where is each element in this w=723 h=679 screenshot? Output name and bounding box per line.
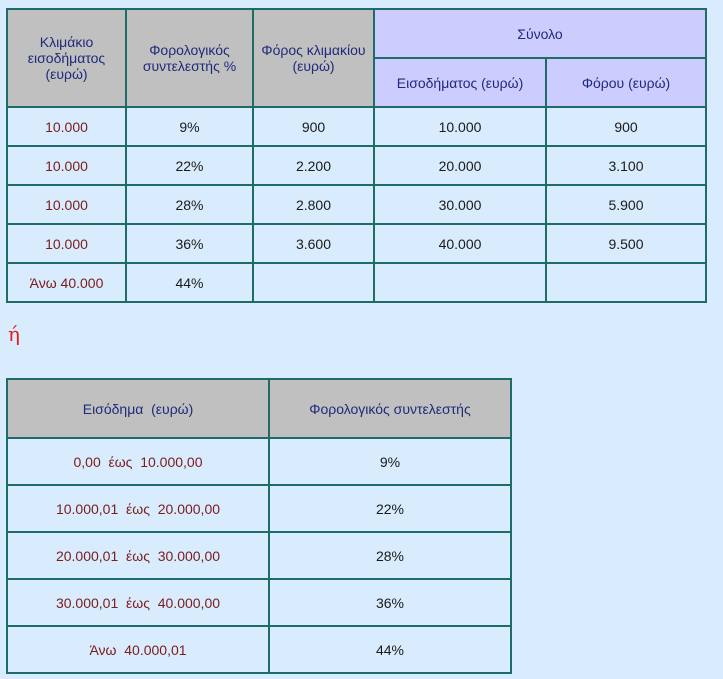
- cell-rate: 44%: [126, 263, 253, 302]
- or-separator: ή: [8, 322, 20, 346]
- cell-tax: 2.800: [253, 185, 374, 224]
- header-rate: Φορολογικός συντελεστής %: [126, 9, 253, 107]
- cell-total-income: 40.000: [374, 224, 546, 263]
- header-rate: Φορολογικός συντελεστής: [269, 379, 511, 438]
- table-row: [7, 579, 511, 626]
- cell-total-income: 10.000: [374, 107, 546, 146]
- cell-income-range: 30.000,01 έως 40.000,00: [7, 579, 269, 626]
- cell-rate: 36%: [126, 224, 253, 263]
- cell-rate: 22%: [126, 146, 253, 185]
- cell-rate: 36%: [269, 579, 511, 626]
- header-bracket-tax: Φόρος κλιμακίου (ευρώ): [253, 9, 374, 107]
- tax-bracket-table: [6, 8, 707, 303]
- cell-tax: [253, 263, 374, 302]
- table-row: [7, 224, 706, 263]
- cell-bracket: 10.000: [7, 146, 126, 185]
- cell-rate: 9%: [126, 107, 253, 146]
- cell-total-income: 30.000: [374, 185, 546, 224]
- cell-rate: 22%: [269, 485, 511, 532]
- table-row: [7, 532, 511, 579]
- table-row: [7, 107, 706, 146]
- cell-total-tax: 900: [546, 107, 706, 146]
- income-range-table: [6, 378, 512, 674]
- header-total: Σύνολο: [374, 9, 706, 58]
- table-row: [7, 263, 706, 302]
- table-row: [7, 146, 706, 185]
- cell-rate: 28%: [269, 532, 511, 579]
- cell-total-tax: 9.500: [546, 224, 706, 263]
- table-row: [7, 626, 511, 673]
- cell-total-income: [374, 263, 546, 302]
- cell-bracket: 10.000: [7, 185, 126, 224]
- cell-rate: 44%: [269, 626, 511, 673]
- cell-total-tax: 5.900: [546, 185, 706, 224]
- cell-income-range: Άνω 40.000,01: [7, 626, 269, 673]
- cell-income-range: 10.000,01 έως 20.000,00: [7, 485, 269, 532]
- cell-tax: 3.600: [253, 224, 374, 263]
- cell-bracket: Άνω 40.000: [7, 263, 126, 302]
- cell-rate: 28%: [126, 185, 253, 224]
- header-income: Εισόδημα (ευρώ): [7, 379, 269, 438]
- cell-income-range: 20.000,01 έως 30.000,00: [7, 532, 269, 579]
- table-row: [7, 438, 511, 485]
- header-total-income: Εισοδήματος (ευρώ): [374, 58, 546, 107]
- cell-total-tax: 3.100: [546, 146, 706, 185]
- cell-income-range: 0,00 έως 10.000,00: [7, 438, 269, 485]
- cell-bracket: 10.000: [7, 107, 126, 146]
- cell-tax: 2.200: [253, 146, 374, 185]
- cell-total-income: 20.000: [374, 146, 546, 185]
- cell-total-tax: [546, 263, 706, 302]
- header-total-tax: Φόρου (ευρώ): [546, 58, 706, 107]
- table-row: [7, 185, 706, 224]
- cell-rate: 9%: [269, 438, 511, 485]
- cell-bracket: 10.000: [7, 224, 126, 263]
- cell-tax: 900: [253, 107, 374, 146]
- header-bracket: Κλιμάκιο εισοδήματος (ευρώ): [7, 9, 126, 107]
- table-row: [7, 485, 511, 532]
